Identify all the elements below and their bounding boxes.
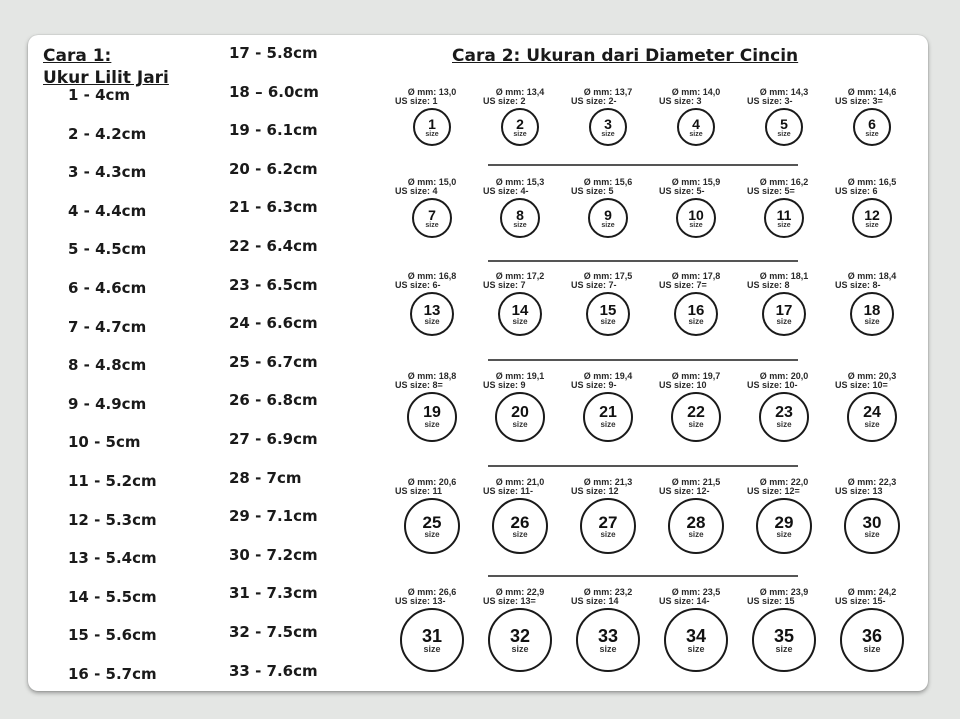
ring-size-number: 6	[868, 115, 876, 132]
us-size-label: US size: 8-	[835, 280, 881, 290]
diameter-mm-label: Ø mm: 14,3	[759, 87, 809, 97]
ring-size-cell	[653, 178, 739, 268]
diameter-mm-label: Ø mm: 15,0	[407, 177, 457, 187]
ring-size-cell	[829, 272, 915, 362]
ring-size-meta	[477, 588, 563, 606]
ring-circle-icon	[668, 498, 724, 554]
ring-size-number: 18	[863, 301, 881, 319]
diameter-mm-label: Ø mm: 22,3	[847, 477, 897, 487]
ring-size-meta	[477, 478, 563, 496]
ring-size-number: 22	[687, 404, 705, 421]
ring-size-word: size	[776, 316, 792, 326]
ring-circle-icon	[852, 198, 892, 238]
ring-size-number: 25	[422, 512, 442, 532]
circumference-item: 19 - 6.1cm	[229, 121, 318, 140]
ring-size-word: size	[865, 221, 879, 229]
ring-size-cell	[565, 478, 651, 568]
diameter-mm-label: Ø mm: 21,3	[583, 477, 633, 487]
ring-size-cell	[565, 372, 651, 462]
cara2-title: Cara 2: Ukuran dari Diameter Cincin	[452, 46, 799, 66]
ring-size-number: 11	[776, 206, 792, 223]
ring-circle-icon	[495, 392, 545, 442]
us-size-label: US size: 2-	[571, 96, 617, 106]
ring-size-cell	[565, 272, 651, 362]
ring-circle-icon	[404, 498, 460, 554]
us-size-label: US size: 14-	[659, 596, 710, 606]
diameter-mm-label: Ø mm: 18,4	[847, 271, 897, 281]
ring-circle-icon	[676, 198, 716, 238]
ring-size-number: 30	[862, 512, 882, 532]
ring-size-word: size	[864, 316, 880, 326]
diameter-mm-label: Ø mm: 17,5	[583, 271, 633, 281]
ring-circle-icon	[677, 108, 715, 146]
circumference-item: 9 - 4.9cm	[68, 394, 147, 413]
us-size-label: US size: 14	[571, 596, 619, 606]
ring-circle-icon	[498, 292, 542, 336]
ring-size-number: 14	[511, 301, 529, 319]
ring-size-cell	[389, 178, 475, 268]
us-size-label: US size: 1	[395, 96, 438, 106]
ring-size-word: size	[777, 221, 791, 229]
us-size-label: US size: 15-	[835, 596, 886, 606]
circumference-item: 1 - 4cm	[68, 86, 131, 104]
ring-circle-icon	[759, 392, 809, 442]
ring-size-cell	[829, 588, 915, 678]
us-size-label: US size: 12-	[659, 486, 710, 496]
diameter-mm-label: Ø mm: 24,2	[847, 587, 897, 597]
diameter-mm-label: Ø mm: 14,0	[671, 87, 721, 97]
diameter-mm-label: Ø mm: 22,0	[759, 477, 809, 487]
ring-size-cell	[389, 478, 475, 568]
ring-size-number: 19	[423, 404, 441, 421]
ring-size-cell	[829, 88, 915, 178]
ring-size-meta	[389, 88, 475, 106]
us-size-label: US size: 13-	[395, 596, 446, 606]
ring-size-word: size	[425, 130, 439, 138]
ring-size-number: 33	[597, 625, 619, 646]
ring-size-word: size	[512, 529, 528, 539]
us-size-label: US size: 6	[835, 186, 878, 196]
us-size-label: US size: 11	[395, 486, 443, 496]
ring-size-cell	[741, 588, 827, 678]
ring-circle-icon	[674, 292, 718, 336]
ring-size-meta	[653, 272, 739, 290]
ring-size-cell	[477, 588, 563, 678]
ring-size-meta	[477, 372, 563, 390]
ring-circle-icon	[586, 292, 630, 336]
ring-size-cell	[653, 588, 739, 678]
ring-size-meta	[741, 372, 827, 390]
ring-size-cell	[741, 478, 827, 568]
ring-size-number: 4	[692, 115, 700, 132]
row-divider	[488, 575, 798, 577]
ring-size-cell	[389, 372, 475, 462]
ring-circle-icon	[576, 608, 640, 672]
ring-circle-icon	[853, 108, 891, 146]
ring-size-word: size	[512, 420, 528, 429]
us-size-label: US size: 8=	[395, 380, 443, 390]
ring-size-meta	[741, 272, 827, 290]
ring-size-number: 15	[599, 301, 617, 319]
us-size-label: US size: 8	[747, 280, 790, 290]
ring-size-word: size	[424, 316, 440, 326]
ring-size-meta	[477, 272, 563, 290]
diameter-mm-label: Ø mm: 13,4	[495, 87, 545, 97]
ring-size-cell	[741, 372, 827, 462]
diameter-mm-label: Ø mm: 19,1	[495, 371, 545, 381]
circumference-item: 11 - 5.2cm	[68, 472, 157, 490]
ring-size-number: 8	[516, 206, 524, 223]
circumference-item: 20 - 6.2cm	[229, 159, 318, 178]
ring-size-meta	[741, 588, 827, 606]
ring-size-cell	[477, 178, 563, 268]
ring-size-word: size	[423, 643, 441, 654]
us-size-label: US size: 4	[395, 186, 438, 196]
ring-size-meta	[829, 178, 915, 196]
circumference-item: 25 - 6.7cm	[229, 352, 318, 371]
ring-size-word: size	[424, 420, 440, 429]
row-divider	[488, 164, 798, 166]
us-size-label: US size: 12=	[747, 486, 800, 496]
us-size-label: US size: 7	[483, 280, 526, 290]
us-size-label: US size: 10-	[747, 380, 798, 390]
us-size-label: US size: 6-	[395, 280, 441, 290]
us-size-label: US size: 12	[571, 486, 619, 496]
diameter-mm-label: Ø mm: 22,9	[495, 587, 545, 597]
circumference-item: 21 - 6.3cm	[229, 198, 318, 217]
circumference-item: 4 - 4.4cm	[68, 201, 147, 220]
ring-size-number: 31	[421, 625, 443, 646]
ring-size-number: 29	[774, 512, 794, 532]
us-size-label: US size: 10	[659, 380, 707, 390]
ring-size-word: size	[688, 316, 704, 326]
ring-size-cell	[829, 372, 915, 462]
ring-size-number: 28	[686, 512, 706, 532]
diameter-mm-label: Ø mm: 20,0	[759, 371, 809, 381]
ring-size-word: size	[599, 643, 617, 654]
ring-size-word: size	[601, 221, 615, 229]
ring-size-cell	[829, 478, 915, 568]
ring-size-meta	[565, 588, 651, 606]
ring-size-meta	[741, 88, 827, 106]
diameter-mm-label: Ø mm: 21,5	[671, 477, 721, 487]
ring-circle-icon	[501, 108, 539, 146]
us-size-label: US size: 13	[835, 486, 883, 496]
ring-circle-icon	[840, 608, 904, 672]
us-size-label: US size: 9	[483, 380, 526, 390]
ring-size-word: size	[513, 221, 527, 229]
diameter-mm-label: Ø mm: 14,6	[847, 87, 897, 97]
ring-size-number: 3	[604, 115, 612, 132]
circumference-item: 31 - 7.3cm	[229, 584, 318, 603]
diameter-mm-label: Ø mm: 16,8	[407, 271, 457, 281]
diameter-mm-label: Ø mm: 18,1	[759, 271, 809, 281]
ring-circle-icon	[407, 392, 457, 442]
diameter-mm-label: Ø mm: 21,0	[495, 477, 545, 487]
ring-circle-icon	[671, 392, 721, 442]
ring-size-word: size	[864, 529, 880, 539]
ring-size-number: 27	[598, 512, 618, 532]
ring-circle-icon	[850, 292, 894, 336]
circumference-item: 33 - 7.6cm	[229, 661, 318, 680]
ring-size-number: 24	[863, 404, 881, 421]
ring-circle-icon	[847, 392, 897, 442]
diameter-mm-label: Ø mm: 20,6	[407, 477, 457, 487]
ring-size-meta	[389, 372, 475, 390]
ring-size-meta	[389, 478, 475, 496]
ring-size-number: 10	[688, 206, 704, 223]
ring-size-cell	[389, 272, 475, 362]
circumference-item: 17 - 5.8cm	[229, 44, 318, 62]
us-size-label: US size: 10=	[835, 380, 888, 390]
ring-size-number: 17	[775, 301, 793, 319]
circumference-item: 26 - 6.8cm	[229, 391, 318, 410]
diameter-mm-label: Ø mm: 26,6	[407, 587, 457, 597]
ring-size-number: 16	[687, 301, 705, 319]
us-size-label: US size: 3-	[747, 96, 793, 106]
ring-size-word: size	[865, 130, 879, 138]
cara1-title: Cara 1:	[43, 46, 112, 66]
us-size-label: US size: 15	[747, 596, 795, 606]
diameter-mm-label: Ø mm: 17,8	[671, 271, 721, 281]
ring-size-word: size	[512, 316, 528, 326]
ring-size-cell	[653, 272, 739, 362]
circumference-item: 27 - 6.9cm	[229, 430, 318, 448]
ring-size-cell	[477, 478, 563, 568]
ring-size-meta	[565, 372, 651, 390]
ring-size-word: size	[776, 529, 792, 539]
diameter-mm-label: Ø mm: 15,6	[583, 177, 633, 187]
circumference-item: 32 - 7.5cm	[229, 623, 318, 641]
ring-size-meta	[829, 588, 915, 606]
circumference-item: 30 - 7.2cm	[229, 545, 318, 564]
circumference-item: 7 - 4.7cm	[68, 317, 147, 336]
ring-circle-icon	[580, 498, 636, 554]
ring-size-meta	[741, 178, 827, 196]
ring-size-number: 9	[604, 206, 612, 223]
ring-size-cell	[477, 372, 563, 462]
ring-circle-icon	[764, 198, 804, 238]
circumference-item: 18 – 6.0cm	[229, 82, 319, 101]
ring-circle-icon	[413, 108, 451, 146]
ring-size-meta	[389, 272, 475, 290]
ring-size-meta	[829, 372, 915, 390]
circumference-item: 16 - 5.7cm	[68, 665, 157, 683]
us-size-label: US size: 13=	[483, 596, 536, 606]
us-size-label: US size: 3	[659, 96, 702, 106]
ring-circle-icon	[762, 292, 806, 336]
ring-size-meta	[829, 478, 915, 496]
circumference-item: 28 - 7cm	[229, 468, 302, 487]
us-size-label: US size: 3=	[835, 96, 883, 106]
ring-size-meta	[565, 272, 651, 290]
circumference-item: 23 - 6.5cm	[229, 275, 318, 294]
ring-size-number: 2	[516, 115, 524, 132]
ring-size-meta	[565, 178, 651, 196]
ring-size-word: size	[689, 221, 703, 229]
circumference-item: 24 - 6.6cm	[229, 314, 318, 333]
circumference-item: 13 - 5.4cm	[68, 549, 157, 568]
ring-size-number: 5	[780, 115, 788, 132]
diameter-mm-label: Ø mm: 16,2	[759, 177, 809, 187]
circumference-item: 2 - 4.2cm	[68, 124, 147, 143]
diameter-mm-label: Ø mm: 19,7	[671, 371, 721, 381]
ring-size-cell	[389, 588, 475, 678]
ring-size-word: size	[777, 130, 791, 138]
ring-size-word: size	[600, 420, 616, 429]
ring-size-word: size	[775, 643, 793, 654]
ring-size-word: size	[424, 529, 440, 539]
ring-size-meta	[477, 178, 563, 196]
us-size-label: US size: 5-	[659, 186, 705, 196]
ring-size-word: size	[688, 529, 704, 539]
ring-size-meta	[829, 88, 915, 106]
ring-circle-icon	[752, 608, 816, 672]
ring-size-meta	[653, 88, 739, 106]
us-size-label: US size: 4-	[483, 186, 529, 196]
ring-size-word: size	[689, 130, 703, 138]
diameter-mm-label: Ø mm: 13,7	[583, 87, 633, 97]
diameter-mm-label: Ø mm: 13,0	[407, 87, 457, 97]
diameter-mm-label: Ø mm: 18,8	[407, 371, 457, 381]
us-size-label: US size: 7-	[571, 280, 617, 290]
ring-size-word: size	[688, 420, 704, 429]
ring-size-number: 7	[428, 206, 436, 223]
ring-size-meta	[653, 372, 739, 390]
ring-circle-icon	[583, 392, 633, 442]
ring-size-meta	[389, 588, 475, 606]
row-divider	[488, 260, 798, 262]
ring-size-cell	[389, 88, 475, 178]
diameter-mm-label: Ø mm: 17,2	[495, 271, 545, 281]
us-size-label: US size: 5=	[747, 186, 795, 196]
ring-circle-icon	[500, 198, 540, 238]
ring-size-meta	[741, 478, 827, 496]
ring-size-cell	[653, 372, 739, 462]
cara1-subtitle: Ukur Lilit Jari	[43, 68, 169, 88]
ring-size-number: 34	[685, 625, 707, 646]
ring-size-meta	[565, 88, 651, 106]
ring-circle-icon	[492, 498, 548, 554]
ring-size-number: 26	[510, 512, 530, 532]
diameter-mm-label: Ø mm: 23,2	[583, 587, 633, 597]
ring-size-meta	[389, 178, 475, 196]
ring-size-word: size	[776, 420, 792, 429]
circumference-item: 14 - 5.5cm	[68, 587, 157, 606]
ring-size-meta	[653, 478, 739, 496]
row-divider	[488, 465, 798, 467]
ring-size-number: 1	[428, 115, 436, 132]
ring-size-cell	[741, 272, 827, 362]
ring-size-meta	[653, 178, 739, 196]
ring-circle-icon	[488, 608, 552, 672]
ring-circle-icon	[664, 608, 728, 672]
circumference-item: 15 - 5.6cm	[68, 626, 157, 645]
ring-size-cell	[477, 272, 563, 362]
circumference-item: 6 - 4.6cm	[68, 279, 147, 297]
ring-circle-icon	[410, 292, 454, 336]
ring-size-meta	[477, 88, 563, 106]
diameter-mm-label: Ø mm: 19,4	[583, 371, 633, 381]
ring-circle-icon	[844, 498, 900, 554]
ring-size-cell	[565, 588, 651, 678]
ring-size-word: size	[600, 316, 616, 326]
ring-size-cell	[741, 178, 827, 268]
ring-size-number: 32	[509, 625, 531, 646]
us-size-label: US size: 5	[571, 186, 614, 196]
ring-size-word: size	[601, 130, 615, 138]
ring-size-meta	[829, 272, 915, 290]
ring-size-number: 13	[423, 301, 441, 319]
ring-size-word: size	[425, 221, 439, 229]
ring-size-word: size	[600, 529, 616, 539]
circumference-item: 10 - 5cm	[68, 433, 141, 452]
circumference-item: 29 - 7.1cm	[229, 507, 318, 526]
ring-size-word: size	[864, 420, 880, 429]
us-size-label: US size: 7=	[659, 280, 707, 290]
us-size-label: US size: 9-	[571, 380, 617, 390]
ring-size-number: 20	[511, 404, 529, 421]
diameter-mm-label: Ø mm: 16,5	[847, 177, 897, 187]
ring-size-number: 35	[773, 625, 795, 646]
diameter-mm-label: Ø mm: 23,9	[759, 587, 809, 597]
ring-size-number: 21	[599, 404, 617, 421]
row-divider	[488, 359, 798, 361]
diameter-mm-label: Ø mm: 15,3	[495, 177, 545, 187]
ring-size-cell	[829, 178, 915, 268]
ring-size-number: 23	[775, 404, 793, 421]
ring-circle-icon	[765, 108, 803, 146]
ring-size-meta	[653, 588, 739, 606]
circumference-item: 3 - 4.3cm	[68, 163, 147, 182]
ring-size-meta	[565, 478, 651, 496]
diameter-mm-label: Ø mm: 20,3	[847, 371, 897, 381]
circumference-item: 12 - 5.3cm	[68, 510, 157, 529]
ring-circle-icon	[756, 498, 812, 554]
us-size-label: US size: 2	[483, 96, 526, 106]
ring-size-word: size	[687, 643, 705, 654]
ring-circle-icon	[400, 608, 464, 672]
ring-circle-icon	[412, 198, 452, 238]
diameter-mm-label: Ø mm: 15,9	[671, 177, 721, 187]
ring-size-word: size	[513, 130, 527, 138]
ring-size-cell	[653, 478, 739, 568]
ring-circle-icon	[588, 198, 628, 238]
circumference-item: 5 - 4.5cm	[68, 240, 147, 259]
ring-size-number: 12	[864, 206, 880, 223]
diameter-mm-label: Ø mm: 23,5	[671, 587, 721, 597]
ring-size-number: 36	[861, 625, 883, 646]
circumference-item: 22 - 6.4cm	[229, 237, 318, 255]
ring-size-cell	[565, 178, 651, 268]
circumference-item: 8 - 4.8cm	[68, 356, 147, 375]
us-size-label: US size: 11-	[483, 486, 534, 496]
ring-circle-icon	[589, 108, 627, 146]
ring-size-word: size	[511, 643, 529, 654]
ring-size-word: size	[863, 643, 881, 654]
